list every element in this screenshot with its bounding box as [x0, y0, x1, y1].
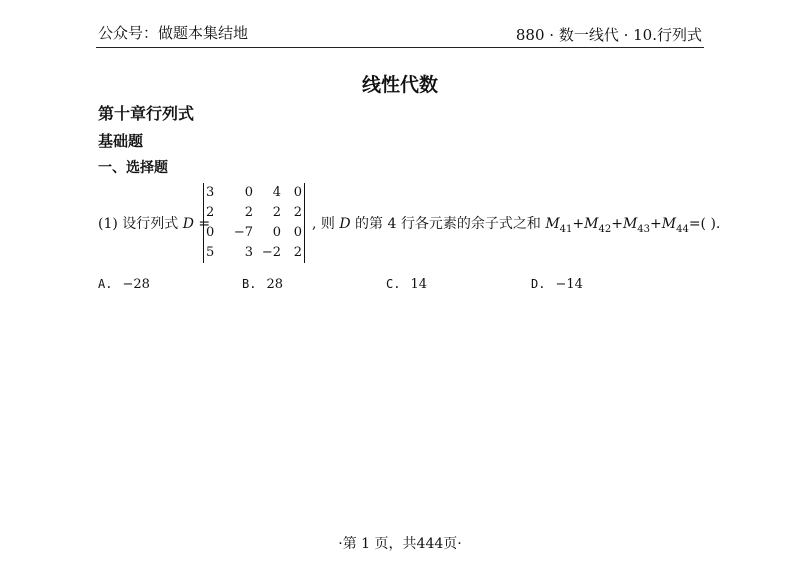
subheading: 基础题 — [98, 132, 144, 150]
determinant — [203, 183, 305, 263]
option-a[interactable] — [98, 277, 150, 292]
matrix-row — [206, 223, 302, 243]
section-heading: 一、选择题 — [98, 160, 168, 176]
minor-m44: M — [661, 216, 677, 232]
matrix-cell: 3 — [244, 245, 253, 260]
var-d: D — [182, 216, 194, 232]
matrix-cell: 2 — [206, 205, 215, 220]
option-d-label: D. — [531, 277, 546, 291]
matrix-cell: −2 — [261, 245, 281, 260]
matrix-cell: 2 — [272, 205, 281, 220]
header-left-text: 公众号：做题本集结地 — [98, 24, 249, 42]
option-a-value: −28 — [122, 277, 150, 292]
question-text-2: 的第 4 行各元素的余子式之和 — [350, 216, 546, 232]
plus-sign: + — [611, 216, 623, 232]
matrix-cell: 2 — [293, 205, 302, 220]
option-c-label: C. — [386, 277, 401, 291]
header-right-text: 880 · 数一线代 · 10.行列式 — [515, 26, 702, 44]
matrix-row — [206, 243, 302, 263]
matrix-row — [206, 203, 302, 223]
option-a-label: A. — [98, 277, 113, 291]
minor-m42: M — [584, 216, 599, 232]
matrix-cell: 0 — [244, 185, 253, 200]
plus-sign: + — [572, 216, 585, 232]
matrix-cell: 0 — [272, 225, 281, 240]
option-b[interactable] — [242, 277, 283, 292]
option-d-value: −14 — [555, 277, 583, 292]
matrix-cell: 4 — [272, 185, 281, 200]
page-footer: ·第 1 页，共444页· — [338, 536, 462, 552]
option-b-label: B. — [242, 277, 257, 291]
matrix-cell: 0 — [206, 225, 215, 240]
subscript-41: 41 — [559, 223, 573, 235]
page-title: 线性代数 — [361, 74, 438, 96]
option-b-value: 28 — [266, 277, 283, 292]
matrix-cell: 0 — [293, 185, 302, 200]
matrix-cell: 3 — [206, 185, 215, 200]
minor-m41: M — [545, 216, 560, 232]
matrix-cell: 2 — [293, 245, 302, 260]
matrix-cell: −7 — [233, 225, 253, 240]
question-text-1: , 则 — [312, 216, 340, 232]
matrix-row — [206, 183, 302, 203]
matrix-cell: 0 — [293, 225, 302, 240]
question-tail: =( ). — [688, 216, 721, 232]
option-c[interactable] — [386, 277, 427, 292]
plus-sign: + — [650, 216, 662, 232]
option-d[interactable] — [531, 277, 583, 292]
question-number: (1) 设行列式 — [98, 216, 179, 232]
matrix-cell: 5 — [206, 245, 215, 260]
option-c-value: 14 — [410, 277, 427, 292]
matrix-cell: 2 — [244, 205, 253, 220]
determinant-matrix — [206, 183, 302, 263]
minor-m43: M — [622, 216, 638, 232]
header-rule — [96, 47, 704, 48]
question-body — [312, 213, 720, 235]
subscript-43: 43 — [637, 223, 651, 235]
subscript-42: 42 — [598, 223, 612, 235]
subscript-44: 44 — [676, 223, 689, 235]
chapter-heading: 第十章行列式 — [98, 104, 195, 123]
var-d-2: D — [339, 216, 351, 232]
question-intro — [98, 213, 210, 233]
equals-sign: = — [198, 216, 211, 232]
